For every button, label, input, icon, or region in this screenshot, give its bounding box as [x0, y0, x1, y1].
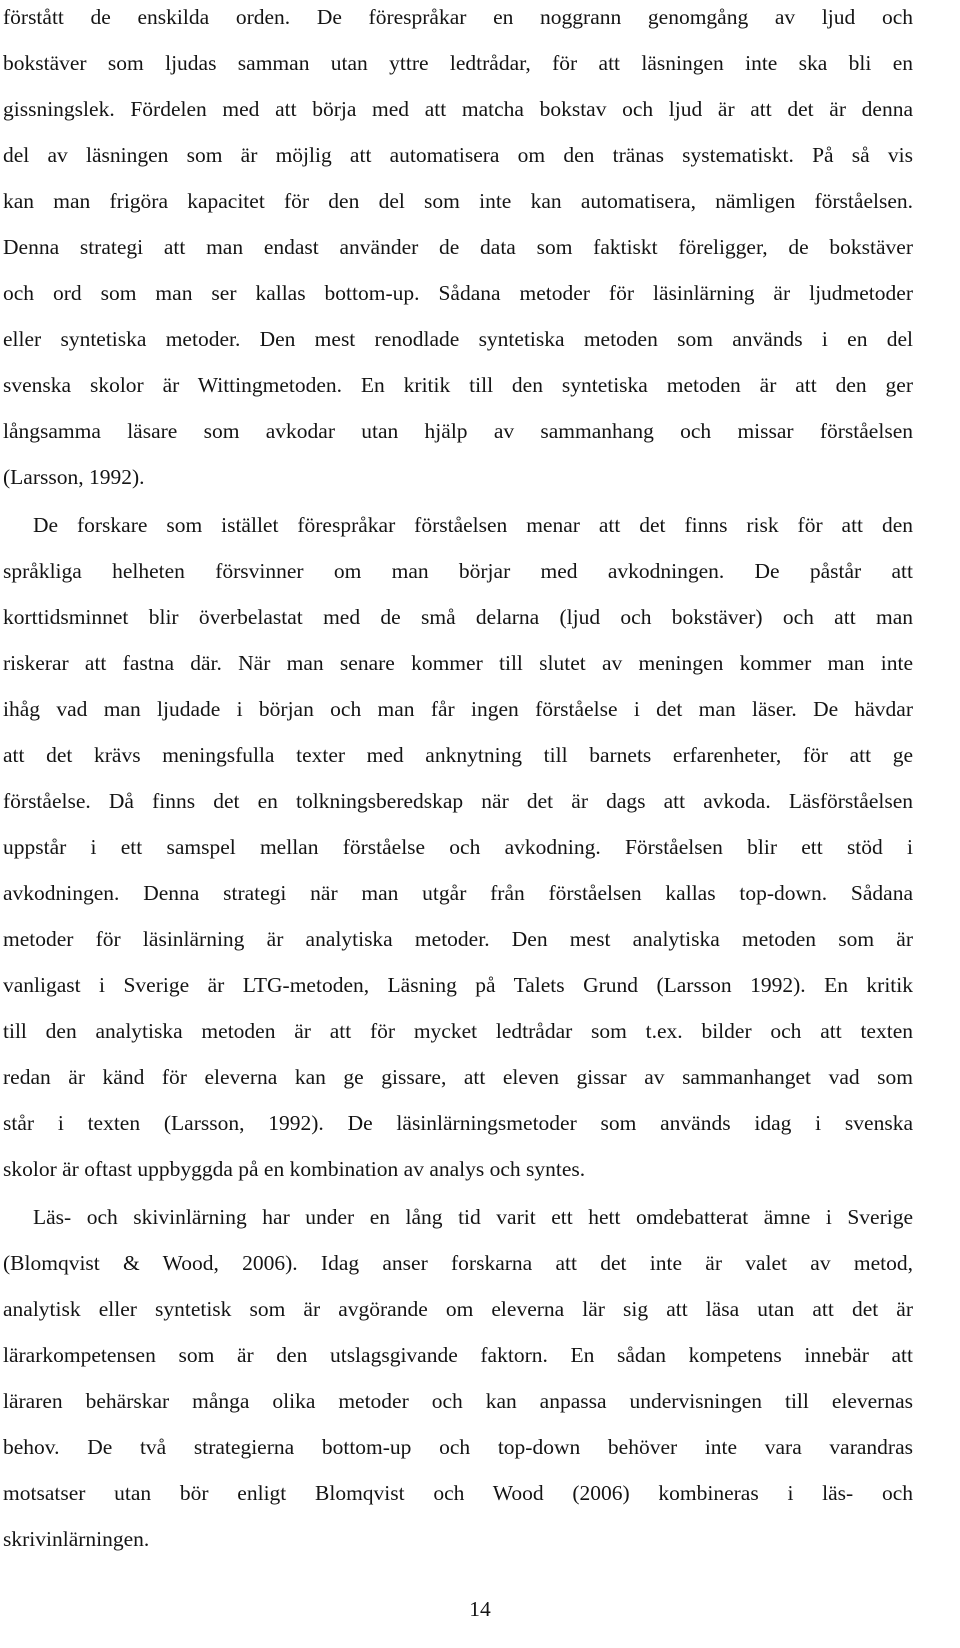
- paragraph: [3, 0, 913, 500]
- text-line: Denna strategi att man endast använder de data som faktiskt föreligger, de bokstäver: [3, 235, 913, 259]
- text-line: långsamma läsare som avkodar utan hjälp av sammanhang och missar förståelsen: [3, 419, 913, 443]
- text-line: lärarkompetensen som är den utslagsgivande faktorn. En sådan kompetens innebär att: [3, 1343, 913, 1367]
- text-line: eller syntetiska metoder. Den mest renodlade syntetiska metoden som används i en del: [3, 327, 913, 351]
- page-number: 14: [469, 1597, 491, 1621]
- text-line: förståelse. Då finns det en tolkningsberedskap när det är dags att avkoda. Läsförståelsen: [3, 789, 913, 813]
- text-line: till den analytiska metoden är att för mycket ledtrådar som t.ex. bilder och att texten: [3, 1019, 913, 1043]
- text-line: analytisk eller syntetisk som är avgörande om eleverna lär sig att läsa utan att det är: [3, 1297, 913, 1321]
- text-line: uppstår i ett samspel mellan förståelse och avkodning. Förståelsen blir ett stöd i: [3, 835, 913, 859]
- text-line: kan man frigöra kapacitet för den del som inte kan automatisera, nämligen förståelsen.: [3, 189, 913, 213]
- text-line: vanligast i Sverige är LTG-metoden, Läsning på Talets Grund (Larsson 1992). En kritik: [3, 973, 913, 997]
- text-line: och ord som man ser kallas bottom-up. Sådana metoder för läsinlärning är ljudmetoder: [3, 281, 913, 305]
- text-line: Läs- och skivinlärning har under en lång tid varit ett hett omdebatterat ämne i Sverige: [33, 1205, 913, 1229]
- text-line: (Larsson, 1992).: [3, 465, 145, 489]
- text-line: behov. De två strategierna bottom-up och top-down behöver inte vara varandras: [3, 1435, 913, 1459]
- text-line: skrivinlärningen.: [3, 1527, 150, 1551]
- text-line: svenska skolor är Wittingmetoden. En kritik till den syntetiska metoden är att den ger: [3, 373, 913, 397]
- text-line: bokstäver som ljudas samman utan yttre ledtrådar, för att läsningen inte ska bli en: [3, 51, 913, 75]
- paragraph: [3, 1194, 913, 1562]
- body-text: [3, 0, 913, 1562]
- text-line: De forskare som istället förespråkar förståelsen menar att det finns risk för att den: [33, 513, 913, 537]
- text-line: (Blomqvist & Wood, 2006). Idag anser forskarna att det inte är valet av metod,: [3, 1251, 913, 1275]
- text-line: språkliga helheten försvinner om man börjar med avkodningen. De påstår att: [3, 559, 913, 583]
- text-line: avkodningen. Denna strategi när man utgår från förståelsen kallas top-down. Sådana: [3, 881, 913, 905]
- text-line: riskerar att fastna där. När man senare kommer till slutet av meningen kommer man inte: [3, 651, 913, 675]
- text-line: korttidsminnet blir överbelastat med de små delarna (ljud och bokstäver) och att man: [3, 605, 913, 629]
- text-line: står i texten (Larsson, 1992). De läsinlärningsmetoder som används idag i svenska: [3, 1111, 913, 1135]
- paragraph: [3, 502, 913, 1192]
- text-line: ihåg vad man ljudade i början och man får ingen förståelse i det man läser. De hävdar: [3, 697, 913, 721]
- text-line: att det krävs meningsfulla texter med anknytning till barnets erfarenheter, för att ge: [3, 743, 913, 767]
- text-line: motsatser utan bör enligt Blomqvist och Wood (2006) kombineras i läs- och: [3, 1481, 913, 1505]
- text-line: del av läsningen som är möjlig att automatisera om den tränas systematiskt. På så vis: [3, 143, 913, 167]
- text-line: gissningslek. Fördelen med att börja med att matcha bokstav och ljud är att det är denna: [3, 97, 913, 121]
- text-line: skolor är oftast uppbyggda på en kombination av analys och syntes.: [3, 1157, 586, 1181]
- text-line: redan är känd för eleverna kan ge gissare, att eleven gissar av sammanhanget vad som: [3, 1065, 913, 1089]
- text-line: metoder för läsinlärning är analytiska metoder. Den mest analytiska metoden som är: [3, 927, 913, 951]
- text-line: förstått de enskilda orden. De förespråkar en noggrann genomgång av ljud och: [3, 5, 913, 29]
- text-line: läraren behärskar många olika metoder och kan anpassa undervisningen till elevernas: [3, 1389, 913, 1413]
